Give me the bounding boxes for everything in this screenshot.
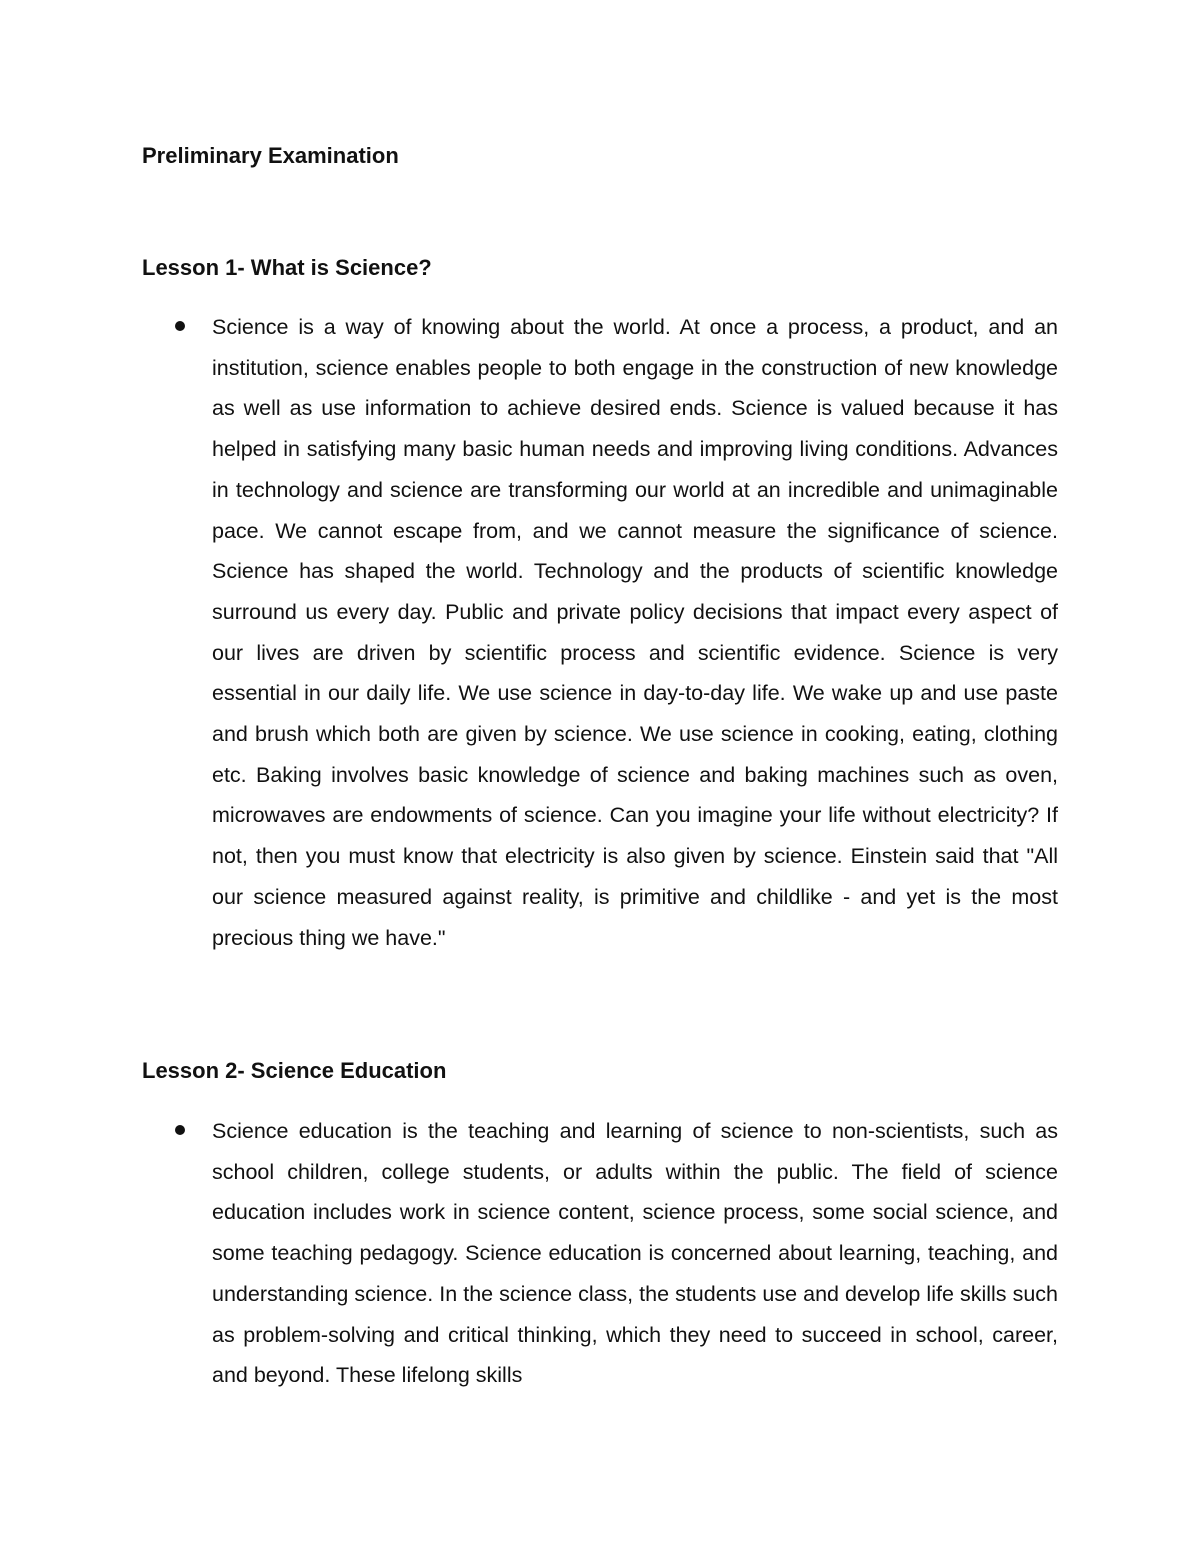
lesson-2-paragraph: Science education is the teaching and learning of science to non-scientists, such as school children, college students, or adults within the public. The field of science education includes work in science content, science process, some social science, and some teaching pedagogy. Science education is concerned about learning, teaching, and understanding science. In the science class, the students use and develop life skills such as problem-solving and critical thinking, which they need to succeed in school, career, and beyond. These lifelong skills xyxy=(212,1119,1058,1388)
bullet-icon xyxy=(175,1125,185,1135)
lesson-1-heading: Lesson 1- What is Science? xyxy=(142,255,432,280)
lesson-2-heading: Lesson 2- Science Education xyxy=(142,1058,447,1083)
lesson-2-bullet-list xyxy=(142,1111,1058,1396)
list-item xyxy=(142,1111,1058,1396)
lesson-1-paragraph: Science is a way of knowing about the world. At once a process, a product, and an institution, science enables people to both engage in the construction of new knowledge as well as use information to achieve desired ends. Science is valued because it has helped in satisfying many basic human needs and improving living conditions. Advances in technology and science are transforming our world at an incredible and unimaginable pace. We cannot escape from, and we cannot measure the significance of science. Science has shaped the world. Technology and the products of scientific knowledge surround us every day. Public and private policy decisions that impact every aspect of our lives are driven by scientific process and scientific evidence. Science is very essential in our daily life. We use science in day-to-day life. We wake up and use paste and brush which both are given by science. We use science in cooking, eating, clothing etc. Baking involves basic knowledge of science and baking machines such as oven, microwaves are endowments of science. Can you imagine your life without electricity? If not, then you must know that electricity is also given by science. Einstein said that "All our science measured against reality, is primitive and childlike - and yet is the most precious thing we have." xyxy=(212,315,1058,950)
bullet-icon xyxy=(175,321,185,331)
lesson-1-bullet-list xyxy=(142,307,1058,958)
document-title: Preliminary Examination xyxy=(142,143,399,168)
list-item xyxy=(142,307,1058,958)
